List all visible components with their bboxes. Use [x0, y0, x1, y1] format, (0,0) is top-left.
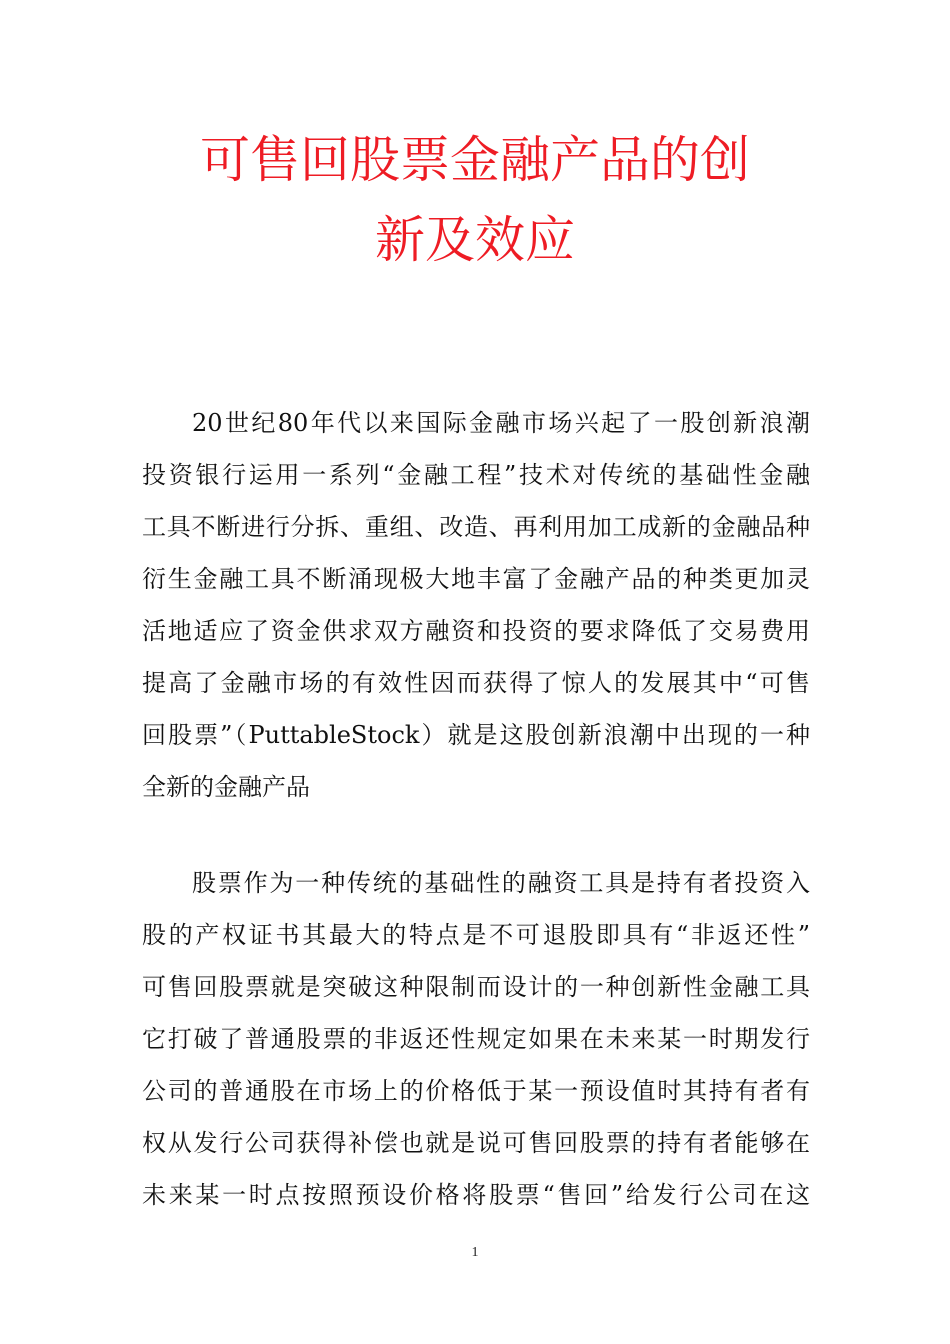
- paragraph-line: 它打破了普通股票的非返还性规定如果在未来某一时期发行: [142, 1025, 810, 1053]
- paragraph-line: 20世纪80年代以来国际金融市场兴起了一股创新浪潮: [192, 409, 810, 437]
- paragraph-line: 衍生金融工具不断涌现极大地丰富了金融产品的种类更加灵: [142, 565, 810, 593]
- paragraph-line: 全新的金融产品: [142, 773, 310, 801]
- paragraph-line: 工具不断进行分拆、重组、改造、再利用加工成新的金融品种: [142, 513, 810, 541]
- title-line-1: 可售回股票金融产品的创: [200, 131, 750, 189]
- paragraph-line: 权从发行公司获得补偿也就是说可售回股票的持有者能够在: [142, 1129, 810, 1157]
- page-number: 1: [471, 1245, 479, 1260]
- paragraph-line: 提高了金融市场的有效性因而获得了惊人的发展其中“可售: [142, 669, 810, 697]
- paragraph-line: 可售回股票就是突破这种限制而设计的一种创新性金融工具: [142, 973, 810, 1001]
- paragraph-line: 回股票”（PuttableStock）就是这股创新浪潮中出现的一种: [142, 721, 810, 749]
- paragraph-line: 公司的普通股在市场上的价格低于某一预设值时其持有者有: [142, 1077, 810, 1105]
- paragraph-line: 股的产权证书其最大的特点是不可退股即具有“非返还性”: [142, 921, 810, 949]
- paragraph-line: 股票作为一种传统的基础性的融资工具是持有者投资入: [192, 869, 810, 897]
- paragraph-line: 未来某一时点按照预设价格将股票“售回”给发行公司在这: [142, 1181, 810, 1209]
- paragraph-line: 活地适应了资金供求双方融资和投资的要求降低了交易费用: [142, 617, 810, 645]
- paragraph-line: 投资银行运用一系列“金融工程”技术对传统的基础性金融: [142, 461, 810, 489]
- title-line-2: 新及效应: [375, 211, 575, 269]
